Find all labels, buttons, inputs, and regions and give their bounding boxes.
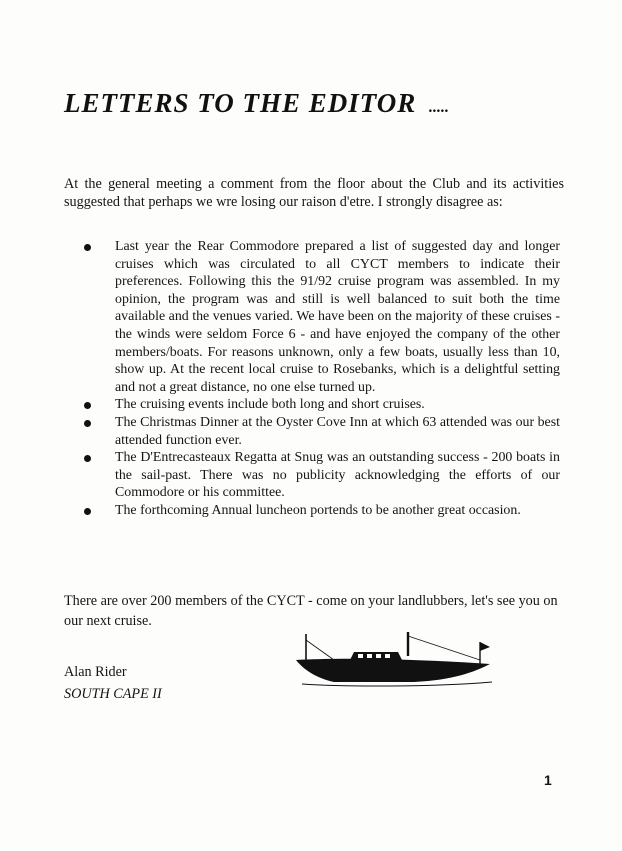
heading-dots: ..... (428, 99, 449, 116)
list-item-text: The cruising events include both long and short cruises. (115, 397, 425, 413)
list-item (64, 414, 560, 449)
list-item (64, 238, 560, 396)
bullet-icon (84, 455, 91, 462)
author-name: Alan Rider (64, 664, 127, 680)
list-item (64, 502, 560, 520)
bullet-icon (84, 508, 91, 515)
list-item (64, 396, 560, 414)
list-item-text: The D'Entrecasteaux Regatta at Snug was an outstanding success - 200 boats in the sail-past. There was no publicity acknowledging the efforts of our Commodore or his committee. (115, 450, 560, 501)
closing-paragraph: There are over 200 members of the CYCT - come on your landlubbers, let's see you on our next cruise. (64, 593, 558, 629)
bullet-icon (84, 420, 91, 427)
page-heading (64, 88, 448, 119)
list-item (64, 449, 560, 502)
motor-sailer-silhouette-icon (294, 630, 496, 688)
heading-text: LETTERS TO THE EDITOR (64, 88, 417, 118)
list-item-text: The forthcoming Annual luncheon portends to be another great occasion. (115, 502, 521, 518)
bullet-list (64, 238, 560, 520)
list-item-text: Last year the Rear Commodore prepared a list of suggested day and longer cruises which was circulated to all CYCT members to indicate their preferences. Following this the 91/92 cruise program was assembled. In my opinion, the program was and still is well balanced to suit both the time available and the venues varied. We have been on the majority of these cruises - the winds were seldom Force 6 - and have enjoyed the company of the other members/boats. For reasons unknown, only a few boats, usually less than 10, show up. At the recent local cruise to Rosebanks, which is a delightful setting and not a great distance, no one else turned up. (115, 239, 560, 395)
intro-paragraph: At the general meeting a comment from the floor about the Club and its activities suggested that perhaps we wre losing our raison d'etre. I strongly disagree as: (64, 176, 564, 210)
boat-name: SOUTH CAPE II (64, 686, 162, 702)
bullet-icon (84, 244, 91, 251)
list-item-text: The Christmas Dinner at the Oyster Cove Inn at which 63 attended was our best attended function ever. (115, 414, 560, 448)
bullet-icon (84, 402, 91, 409)
signature-block (64, 661, 162, 705)
page-number: 1 (544, 772, 552, 788)
